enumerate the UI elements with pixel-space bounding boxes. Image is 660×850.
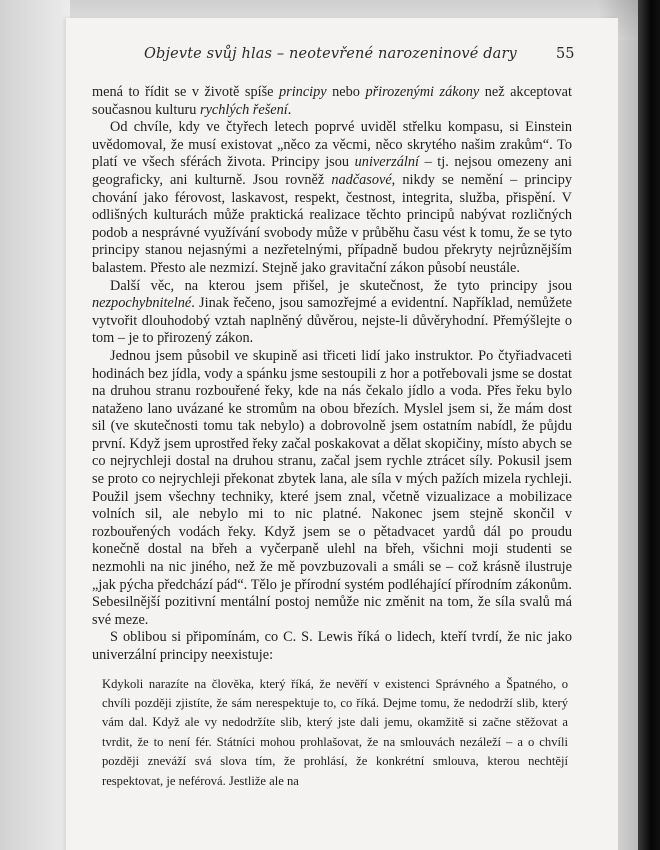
page-body <box>92 84 572 791</box>
text-run: Od chvíle, kdy ve čtyřech letech poprvé uviděl střelku kompasu, si Einstein uvědomoval, že musí existovat „něco za věcmi, něco skrytého našim zrakům“. To platí ve všech sférách života. Principy jsou <box>92 119 572 171</box>
paragraph <box>92 278 572 348</box>
block-quote: Kdykoli narazíte na člověka, který říká, že nevěří v existenci Správného a Špatného, o chvíli později zjistíte, že sám nerespektuje to, co říká. Dejme tomu, že nedodrží slib, který vám dal. Když ale vy nedodržíte slib, který jste dali jemu, okamžitě si začne stěžovat a tvrdit, že to není fér. Státníci mohou prohlašovat, že na smlouvách nezáleží – a o chvíli později zneváží svá slova tím, že prohlásí, že konkrétní smlouva, kterou nechtějí respektovat, je neférová. Jestliže ale na <box>102 676 568 788</box>
scan-background-left <box>0 0 70 850</box>
book-spine <box>638 0 660 850</box>
text-run: než akceptovat současnou kulturu <box>92 84 572 118</box>
running-header: Objevte svůj hlas – neotevřené narozeninové dary <box>144 46 517 62</box>
paragraph <box>92 119 572 277</box>
italic-text: univerzální <box>354 154 419 171</box>
italic-text: principy <box>279 84 327 100</box>
text-run: nebo <box>326 84 366 100</box>
paragraph <box>92 348 572 630</box>
text-run: mená to řídit se v životě spíše <box>92 84 279 100</box>
italic-text: přirozenými zákony <box>365 84 480 100</box>
book-page <box>66 18 618 850</box>
italic-text: nadčasové <box>331 171 392 188</box>
italic-text: nezpochybnitelné <box>92 295 192 312</box>
body-paragraphs <box>92 84 572 665</box>
text-run: Jednou jsem působil ve skupině asi třiceti lidí jako instruktor. Po čtyřiadvaceti hodinách bez jídla, vody a spánku jsme sestoupili z hor a potřebovali jsme se dostat na druhou stranu rozbouřené řeky, kde na nás čekalo jídlo a voda. Přes řeku bylo nataženo lano uvázané ke stromům na obou březích. Myslel jsem si, že mám dost sil (ve skutečnosti tomu tak nebylo) a dobrovolně jsem ostatním nabídl, že půjdu první. Když jsem uprostřed řeky začal poskakovat a dělat skopičiny, místo abych se co nejrychleji dostal na druhou stranu, začal jsem rychle ztrácet síly. Pokusil jsem se proto co nejrychleji překonat zbytek lana, ale síla v mých pažích mizela rychleji. Použil jsem všechny techniky, které jsem znal, včetně vizualizace a mobilizace volních sil, ale nebylo mi to nic platné. Nakonec jsem stejně skončil v rozbouřených vodách řeky. Když jsem se o pětadvacet yardů dál po proudu konečně dostal na břeh a vyčerpaně ulehl na břeh, všichni moji studenti se nezmohli na nic jiného, než že mě povzbuzovali a smáli se – což krásně ilustruje „jak pýcha předchází pád“. Tělo je přírodní systém podléhající přírodním zákonům. Sebesilnější pozitivní mentální postoj nemůže nic změnit na tom, že síla svalů má své meze. <box>92 347 572 628</box>
text-run: . <box>287 101 292 118</box>
text-run: S oblibou si připomínám, co C. S. Lewis říká o lidech, kteří tvrdí, že nic jako univerzální principy neexistuje: <box>92 629 572 663</box>
text-run: Další věc, na kterou jsem přišel, je skutečnost, že tyto principy jsou <box>110 277 572 294</box>
text-run: – tj. nejsou omezeny ani geograficky, ani kulturně. Jsou rovněž <box>92 154 572 188</box>
text-run: , nikdy se nemění – principy chování jako férovost, laskavost, respekt, čestnost, integrita, služba, přispění. V odlišných kulturách může praktická realizace těchto principů nabývat rozličných podob a nesprávné využívání svobody může v průběhu času vést k tomu, že se tyto principy stanou nejasnými a nezřetelnými, případně budou překryty nejrůznějším balastem. Přesto ale nezmizí. Stejně jako gravitační zákon působí neustále. <box>92 171 572 276</box>
text-run: . Jinak řečeno, jsou samozřejmé a evidentní. Například, nemůžete vytvořit dlouhodobý vztah naplněný důvěrou, nejste-li důvěryhodní. Přemýšlejte o tom – je to přirozený zákon. <box>92 295 572 347</box>
page-number: 55 <box>556 46 575 62</box>
paragraph <box>92 84 572 119</box>
paragraph <box>92 629 572 664</box>
italic-text: rychlých řešení <box>200 101 288 118</box>
